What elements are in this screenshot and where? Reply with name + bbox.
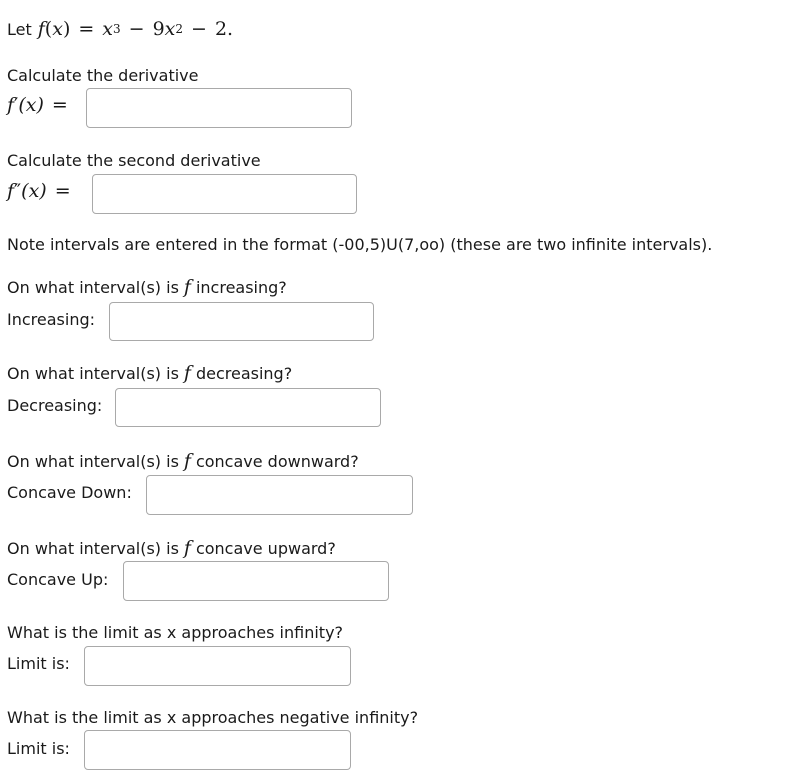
coefficient-9: 9	[152, 18, 165, 40]
concave-down-input[interactable]	[146, 475, 413, 515]
concave-up-input[interactable]	[123, 561, 389, 601]
concave-down-question	[7, 450, 359, 472]
concave-down-label-text: Concave Down:	[7, 483, 132, 502]
interval-format-note	[7, 235, 712, 254]
derivative-input[interactable]	[86, 88, 352, 128]
concave-up-question	[7, 537, 336, 559]
second-derivative-prompt-text: Calculate the second derivative	[7, 151, 261, 170]
question-text-before: On what interval(s) is	[7, 363, 179, 383]
question-text-before: On what interval(s) is	[7, 277, 179, 297]
question-text-after: concave downward?	[195, 451, 359, 471]
limit-positive-label-text: Limit is:	[7, 654, 70, 673]
limit-positive-input[interactable]	[84, 646, 351, 686]
question-text-before: On what interval(s) is	[7, 538, 179, 558]
arg-x: (x)	[21, 180, 47, 202]
f-double-prime-symbol: f	[7, 180, 15, 202]
minus-sign-2: −	[191, 18, 207, 40]
equals-sign: =	[54, 180, 71, 202]
limit-positive-label	[7, 654, 70, 673]
exponent-2: 2	[175, 22, 184, 36]
second-derivative-prompt	[7, 151, 261, 170]
limit-negative-question-text: What is the limit as x approaches negative infinity?	[7, 708, 419, 727]
limit-positive-question	[7, 623, 343, 642]
arg-x: (x)	[18, 94, 44, 116]
concave-up-label	[7, 570, 108, 589]
f-prime-symbol: f	[7, 94, 15, 116]
second-derivative-input[interactable]	[92, 174, 357, 214]
problem-statement	[7, 18, 233, 40]
equals-sign: =	[51, 94, 68, 116]
minus-sign: −	[128, 18, 145, 40]
concave-down-label	[7, 483, 132, 502]
limit-positive-question-text: What is the limit as x approaches infinity?	[7, 623, 344, 642]
increasing-label-text: Increasing:	[7, 310, 95, 329]
concave-up-label-text: Concave Up:	[7, 570, 109, 589]
note-text: Note intervals are entered in the format (-00,5)U(7,oo) (these are two infinite intervals).	[7, 235, 713, 254]
increasing-input[interactable]	[109, 302, 374, 341]
decreasing-label-text: Decreasing:	[7, 396, 103, 415]
close-paren: )	[62, 18, 71, 40]
question-text-after: concave upward?	[195, 538, 336, 558]
decreasing-question	[7, 362, 292, 384]
derivative-prompt-text: Calculate the derivative	[7, 66, 199, 85]
let-label: Let	[7, 19, 32, 39]
decreasing-input[interactable]	[115, 388, 381, 427]
derivative-lhs	[7, 94, 68, 116]
question-text-after: decreasing?	[195, 363, 293, 383]
x-cubed-base: x	[102, 18, 113, 40]
limit-negative-label	[7, 739, 70, 758]
second-derivative-lhs	[7, 180, 71, 202]
f-symbol: f	[183, 537, 191, 559]
increasing-question	[7, 276, 287, 298]
constant-2: 2.	[214, 18, 234, 40]
decreasing-label	[7, 396, 102, 415]
open-paren: (	[44, 18, 53, 40]
limit-negative-input[interactable]	[84, 730, 351, 770]
f-symbol: f	[183, 276, 191, 298]
limit-negative-question	[7, 708, 418, 727]
exponent-3: 3	[113, 22, 121, 36]
f-symbol: f	[183, 362, 191, 384]
x-symbol: x	[52, 18, 63, 40]
x-squared-base: x	[164, 18, 176, 40]
limit-negative-label-text: Limit is:	[7, 739, 70, 758]
f-symbol: f	[37, 18, 45, 40]
increasing-label	[7, 310, 95, 329]
question-text-before: On what interval(s) is	[7, 451, 179, 471]
equals-sign: =	[78, 18, 95, 40]
question-text-after: increasing?	[195, 277, 287, 297]
f-symbol: f	[183, 450, 191, 472]
double-prime-mark: ″	[14, 180, 22, 202]
derivative-prompt	[7, 66, 198, 85]
prime-mark: ′	[14, 94, 19, 116]
